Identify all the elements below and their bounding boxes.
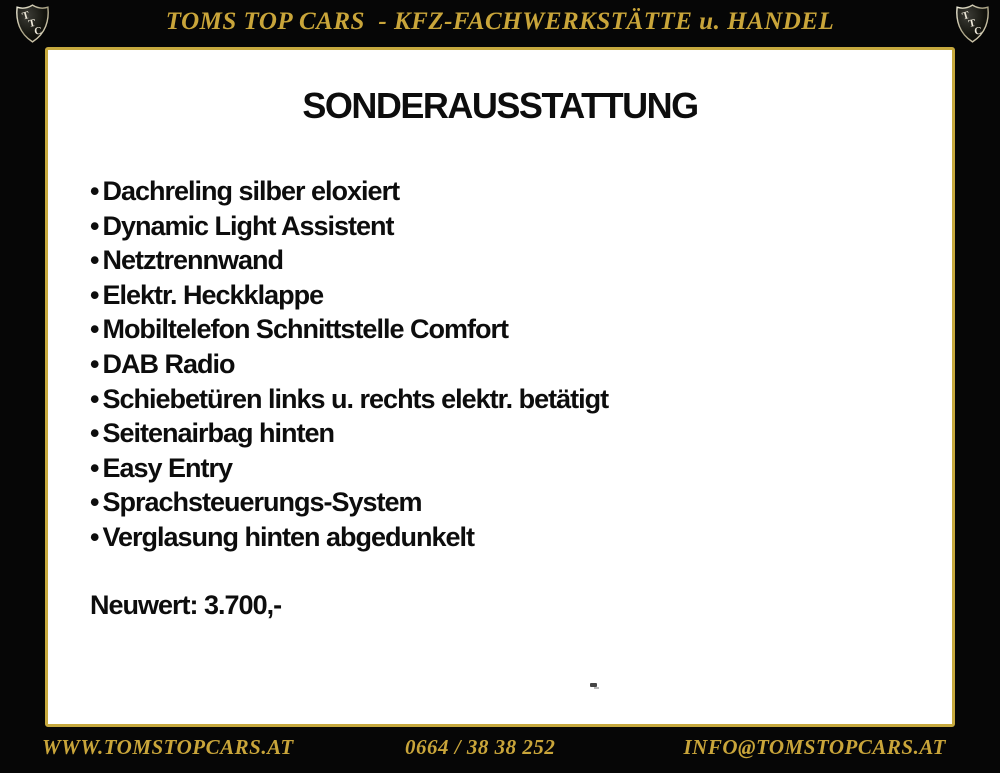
bullet-marker: •: [90, 176, 100, 206]
list-item-label: Seitenairbag hinten: [102, 418, 334, 449]
list-item: [90, 485, 608, 520]
list-item-label: Sprachsteuerungs-System: [102, 487, 422, 518]
price-line: Neuwert: 3.700,-: [90, 590, 282, 620]
bullet-marker: •: [90, 487, 100, 518]
bullet-marker: •: [90, 279, 100, 310]
list-item: [90, 174, 608, 209]
header-title: TOMS TOP CARS - KFZ-FACHWERKSTÄTTE u. HANDEL: [165, 8, 835, 35]
list-item-label: Mobiltelefon Schnittstelle Comfort: [102, 314, 508, 345]
list-item-label: Netztrennwand: [102, 245, 283, 276]
list-item: [90, 382, 608, 417]
footer-website: WWW.TOMSTOPCARS.AT: [42, 735, 294, 759]
bullet-marker: •: [90, 521, 100, 552]
bullet-marker: •: [90, 210, 100, 241]
logo-letter-c: C: [33, 25, 43, 38]
list-item: [90, 243, 608, 278]
bullet-marker: •: [90, 452, 100, 483]
list-item: [90, 416, 608, 451]
footer-phone: 0664 / 38 38 252: [405, 735, 556, 759]
list-item-label: Schiebetüren links u. rechts elektr. betätigt: [102, 383, 609, 414]
list-item: [90, 278, 608, 313]
logo-letter-c: C: [973, 25, 983, 38]
logo-letter-t1: T: [961, 10, 971, 23]
bullet-marker: •: [90, 383, 100, 414]
list-item-label: Dynamic Light Assistent: [102, 210, 394, 241]
ttc-shield-logo-right: [955, 3, 990, 44]
list-item: [90, 209, 608, 244]
content-panel: [45, 47, 955, 727]
list-item: [90, 347, 608, 382]
bullet-marker: •: [90, 348, 100, 379]
list-item-label: Dachreling silber eloxiert: [102, 176, 400, 206]
bullet-marker: •: [90, 245, 100, 276]
logo-letter-t1: T: [21, 10, 31, 23]
footer-bar: [0, 731, 1000, 765]
bullet-marker: •: [90, 314, 100, 345]
logo-letter-t2: T: [967, 17, 977, 31]
list-item-label: Easy Entry: [102, 452, 233, 483]
list-item: [90, 520, 608, 555]
bullet-marker: •: [90, 418, 100, 449]
feature-list: [90, 174, 608, 555]
list-item-label: Verglasung hinten abgedunkelt: [102, 521, 475, 552]
logo-letter-t2: T: [27, 17, 37, 31]
list-item: [90, 312, 608, 347]
footer-email: INFO@TOMSTOPCARS.AT: [683, 735, 946, 759]
page-title: SONDERAUSSTATTUNG: [302, 85, 698, 126]
smudge-artifact: [590, 683, 597, 687]
list-item: [90, 451, 608, 486]
list-item-label: Elektr. Heckklappe: [102, 279, 324, 310]
list-item-label: DAB Radio: [102, 348, 235, 379]
